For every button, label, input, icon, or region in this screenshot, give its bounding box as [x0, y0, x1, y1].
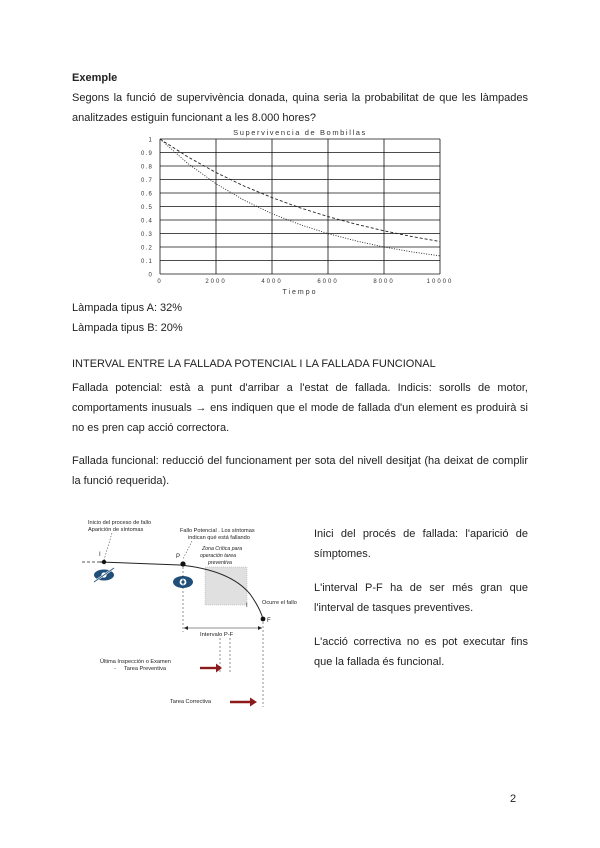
x-tick-label: 2000: [205, 279, 227, 285]
label-potential: Fallo Potencial . Los síntomas: [180, 528, 255, 534]
point-i-dot: [102, 560, 106, 564]
label-zone-3: preventiva: [208, 560, 232, 566]
chart-grid: [160, 139, 440, 274]
series-line-b: [160, 139, 440, 256]
y-tick-label: 1: [148, 137, 153, 144]
x-axis-label: Tiempo: [282, 289, 318, 296]
leader-potential: [183, 541, 192, 559]
y-tick-label: 0.5: [141, 205, 153, 211]
label-zone-2: operación tarea: [200, 553, 237, 559]
label-start: Inicio del proceso de fallo: [88, 520, 152, 526]
example-heading: Exemple: [72, 72, 118, 84]
label-start-2: Aparición de síntomas: [88, 527, 144, 533]
point-p-label: P: [176, 554, 181, 560]
y-tick-label: 0.8: [141, 164, 153, 171]
y-tick-label: 0.6: [141, 191, 153, 198]
pf-interval-label: Intervalo P-F: [200, 632, 234, 638]
point-f-label: F: [267, 618, 271, 624]
answer-b: Làmpada tipus B: 20%: [72, 322, 183, 334]
page-number: 2: [510, 793, 517, 805]
note-corrective: L'acció correctiva no es pot executar fins que la fallada és funcional.: [314, 636, 528, 668]
y-tick-label: 0.4: [141, 218, 153, 225]
leader-start: [104, 533, 112, 560]
point-f-dot: [261, 617, 266, 622]
y-tick-label: 0.1: [141, 259, 153, 265]
chart-title: Supervivencia de Bombillas: [233, 128, 367, 137]
x-tick-label: 6000: [317, 279, 339, 285]
pf-arrow-right: [258, 626, 262, 630]
survival-chart: [130, 124, 460, 300]
y-tick-label: 0.9: [141, 151, 153, 157]
x-tick-label: 10000: [426, 279, 454, 285]
point-i-label: I: [99, 552, 101, 558]
preventive-bullet: -: [114, 666, 116, 672]
corrective-task-label: Tarea Correctiva: [170, 699, 212, 705]
pf-diagram: [80, 512, 310, 712]
eye-crossed-icon: [94, 568, 114, 582]
point-p-dot: [180, 561, 185, 566]
last-inspection-label: Última Inspección o Examen: [100, 659, 171, 665]
point-f-mark: I: [246, 603, 248, 609]
label-occurs: Ocurre el fallo: [262, 600, 297, 606]
note-interval: L'interval P-F ha de ser més gran que l'interval de tasques preventives.: [314, 582, 528, 614]
potential-failure-text: Fallada potencial: està a punt d'arribar a l'estat de fallada. Indicis: sorolls de motor, comportaments inusuals → ens indiquen que el mode de fallada d'un element es produirà si no es pren cap acció correctora.: [72, 382, 528, 434]
answer-a: Làmpada tipus A: 32%: [72, 302, 183, 314]
label-potential-2: indican qué está fallando: [188, 535, 250, 541]
critical-zone: [205, 567, 247, 605]
label-zone: Zona Crítica para: [202, 546, 243, 552]
y-tick-label: 0.2: [141, 245, 153, 252]
preventive-task-label: Tarea Preventiva: [124, 666, 166, 672]
x-tick-label: 4000: [261, 279, 283, 285]
x-tick-labels: [157, 279, 453, 285]
functional-failure-text: Fallada funcional: reducció del funcionament per sota del nivell desitjat (ha deixat de complir la funció requerida).: [72, 455, 528, 487]
pf-arrow-left: [184, 626, 188, 630]
note-start: Inici del procés de fallada: l'aparició de símptomes.: [314, 528, 528, 560]
example-question: Segons la funció de supervivència donada, quina seria la probabilitat de que les làmpades analitzades estiguin funcionant a les 8.000 hores?: [72, 92, 528, 124]
y-tick-label: 0.3: [141, 232, 153, 238]
chart-series: [160, 139, 440, 256]
x-tick-label: 8000: [373, 279, 395, 285]
series-line-a: [160, 139, 440, 242]
y-tick-labels: [141, 138, 153, 279]
y-tick-label: 0.7: [141, 178, 153, 184]
eye-open-icon: [173, 576, 193, 588]
section-heading: INTERVAL ENTRE LA FALLADA POTENCIAL I LA FALLADA FUNCIONAL: [72, 358, 436, 370]
corrective-arrow-icon: [230, 698, 257, 707]
y-tick-label: 0: [148, 272, 153, 279]
preventive-arrow-icon: [200, 664, 222, 673]
x-tick-label: 0: [157, 279, 163, 285]
